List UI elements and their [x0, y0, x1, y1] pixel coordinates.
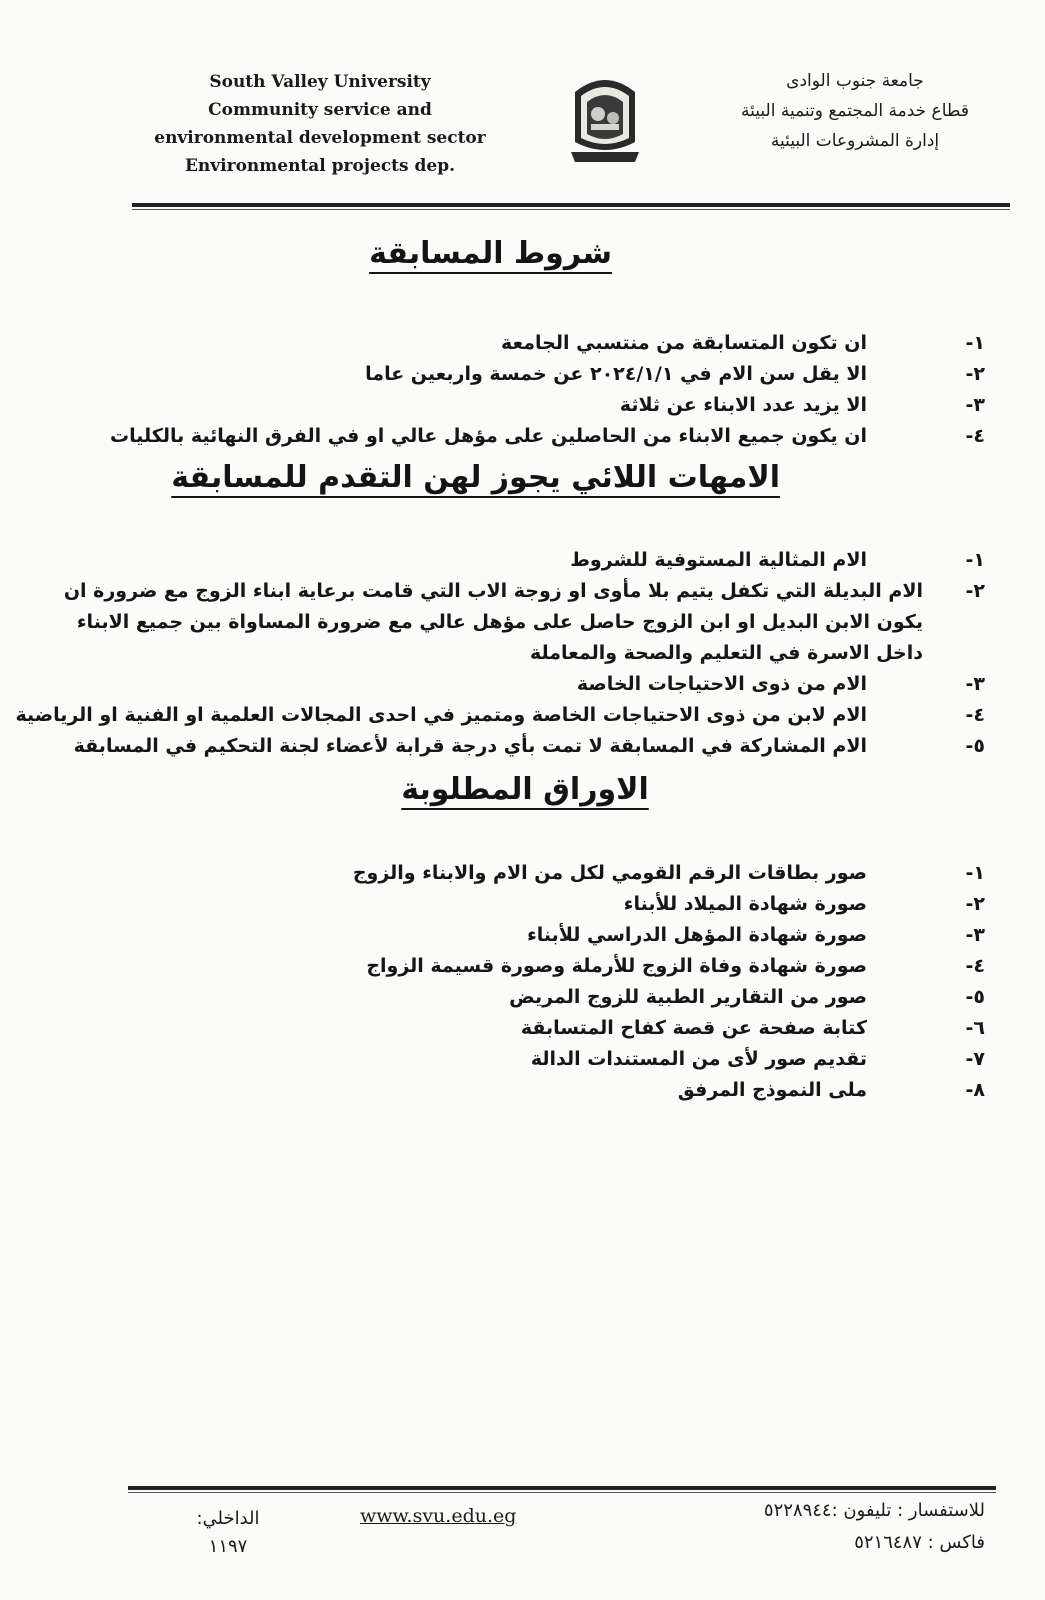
list-item: [55, 328, 985, 359]
english-line-4: Environmental projects dep.: [184, 156, 456, 176]
list-item: [55, 920, 985, 951]
arabic-line-1: جامعة جنوب الوادى: [786, 71, 924, 91]
item-number: ٨-: [965, 1079, 985, 1101]
footer-divider: [128, 1486, 996, 1490]
item-text: ان تكون المتسابقة من منتسبي الجامعة: [501, 332, 867, 354]
item-number: ٤-: [965, 425, 985, 447]
university-name-english: [150, 68, 490, 180]
documents-list: [55, 858, 985, 1106]
item-number: ١-: [965, 549, 985, 571]
list-item: [55, 1044, 985, 1075]
item-text: صورة شهادة وفاة الزوج للأرملة وصورة قسيمة الزواج: [366, 955, 867, 977]
list-item: [55, 951, 985, 982]
eligible-list: [15, 545, 985, 762]
item-text: صورة شهادة المؤهل الدراسي للأبناء: [527, 924, 867, 946]
university-seal-icon: [565, 72, 645, 168]
item-text: الا يقل سن الام في ٢٠٢٤/١/١ عن خمسة واربعين عاما: [365, 363, 867, 385]
arabic-line-2: قطاع خدمة المجتمع وتنمية البيئة: [741, 101, 969, 121]
website-link[interactable]: www.svu.edu.eg: [360, 1505, 517, 1527]
header-divider-thin: [132, 209, 1010, 210]
item-text: الام المثالية المستوفية للشروط: [570, 549, 867, 571]
english-line-3: environmental development sector: [154, 128, 486, 148]
fax-number: فاكس : ٥٢١٦٤٨٧: [854, 1532, 985, 1553]
header-divider: [132, 203, 1010, 207]
item-number: ٤-: [965, 955, 985, 977]
list-item: [15, 700, 985, 731]
eligible-title: الامهات اللائي يجوز لهن التقدم للمسابقة: [171, 460, 780, 495]
list-item: [55, 889, 985, 920]
item-number: ٦-: [965, 1017, 985, 1039]
item-number: ٣-: [965, 394, 985, 416]
item-number: ٣-: [965, 924, 985, 946]
item-text: الام لابن من ذوى الاحتياجات الخاصة ومتميز في احدى المجالات العلمية او الفنية او الرياضية: [15, 704, 867, 726]
item-number: ٢-: [965, 580, 985, 602]
item-text: صورة شهادة الميلاد للأبناء: [623, 893, 867, 915]
list-item: [55, 545, 985, 576]
item-text: الا يزيد عدد الابناء عن ثلاثة: [619, 394, 867, 416]
item-number: ٤-: [965, 704, 985, 726]
arabic-line-3: إدارة المشروعات البيئية: [770, 131, 940, 151]
item-number: ٧-: [965, 1048, 985, 1070]
list-item: [55, 359, 985, 390]
list-item: [55, 421, 985, 452]
list-item: [55, 576, 985, 669]
inquiry-phone: للاستفسار : تليفون :٥٢٢٨٩٤٤: [763, 1500, 985, 1521]
list-item: [55, 669, 985, 700]
university-name-arabic: [700, 66, 1010, 156]
conditions-list: [55, 328, 985, 452]
item-number: ١-: [965, 332, 985, 354]
item-text: صور من التقارير الطبية للزوج المريض: [509, 986, 867, 1008]
list-item: [55, 982, 985, 1013]
item-text: تقديم صور لأى من المستندات الدالة: [530, 1048, 867, 1070]
list-item: [55, 1013, 985, 1044]
item-text: الام من ذوى الاحتياجات الخاصة: [576, 673, 867, 695]
list-item: [55, 1075, 985, 1106]
internal-label: الداخلي:: [196, 1508, 260, 1529]
item-text: الام المشاركة في المسابقة لا تمت بأي درجة قرابة لأعضاء لجنة التحكيم في المسابقة: [73, 735, 867, 757]
list-item: [55, 390, 985, 421]
list-item: [55, 858, 985, 889]
item-number: ٥-: [965, 986, 985, 1008]
documents-title: الاوراق المطلوبة: [401, 772, 649, 807]
conditions-title: شروط المسابقة: [369, 236, 612, 271]
item-text: ملى النموذج المرفق: [677, 1079, 867, 1101]
item-number: ٥-: [965, 735, 985, 757]
item-number: ٢-: [965, 893, 985, 915]
item-number: ١-: [965, 862, 985, 884]
item-number: ٣-: [965, 673, 985, 695]
footer-divider-thin: [128, 1492, 996, 1493]
item-number: ٢-: [965, 363, 985, 385]
item-text: صور بطاقات الرقم القومي لكل من الام والابناء والزوج: [352, 862, 867, 884]
internal-number: ١١٩٧: [208, 1536, 248, 1557]
item-text: ان يكون جميع الابناء من الحاصلين على مؤهل عالي او في الفرق النهائية بالكليات: [110, 425, 867, 447]
english-line-1: South Valley University: [209, 72, 431, 92]
list-item: [55, 731, 985, 762]
english-line-2: Community service and: [208, 100, 432, 120]
item-text: الام البديلة التي تكفل يتيم بلا مأوى او زوجة الاب التي قامت برعاية ابناء الزوج مع ضرورة ان يكون الابن البديل او ابن الزوج حاصل على مؤهل عالي مع ضرورة المساواة بين جميع الابناء داخل الاسرة في التعليم والصحة والمعاملة: [63, 580, 923, 664]
item-text: كتابة صفحة عن قصة كفاح المتسابقة: [520, 1017, 867, 1039]
